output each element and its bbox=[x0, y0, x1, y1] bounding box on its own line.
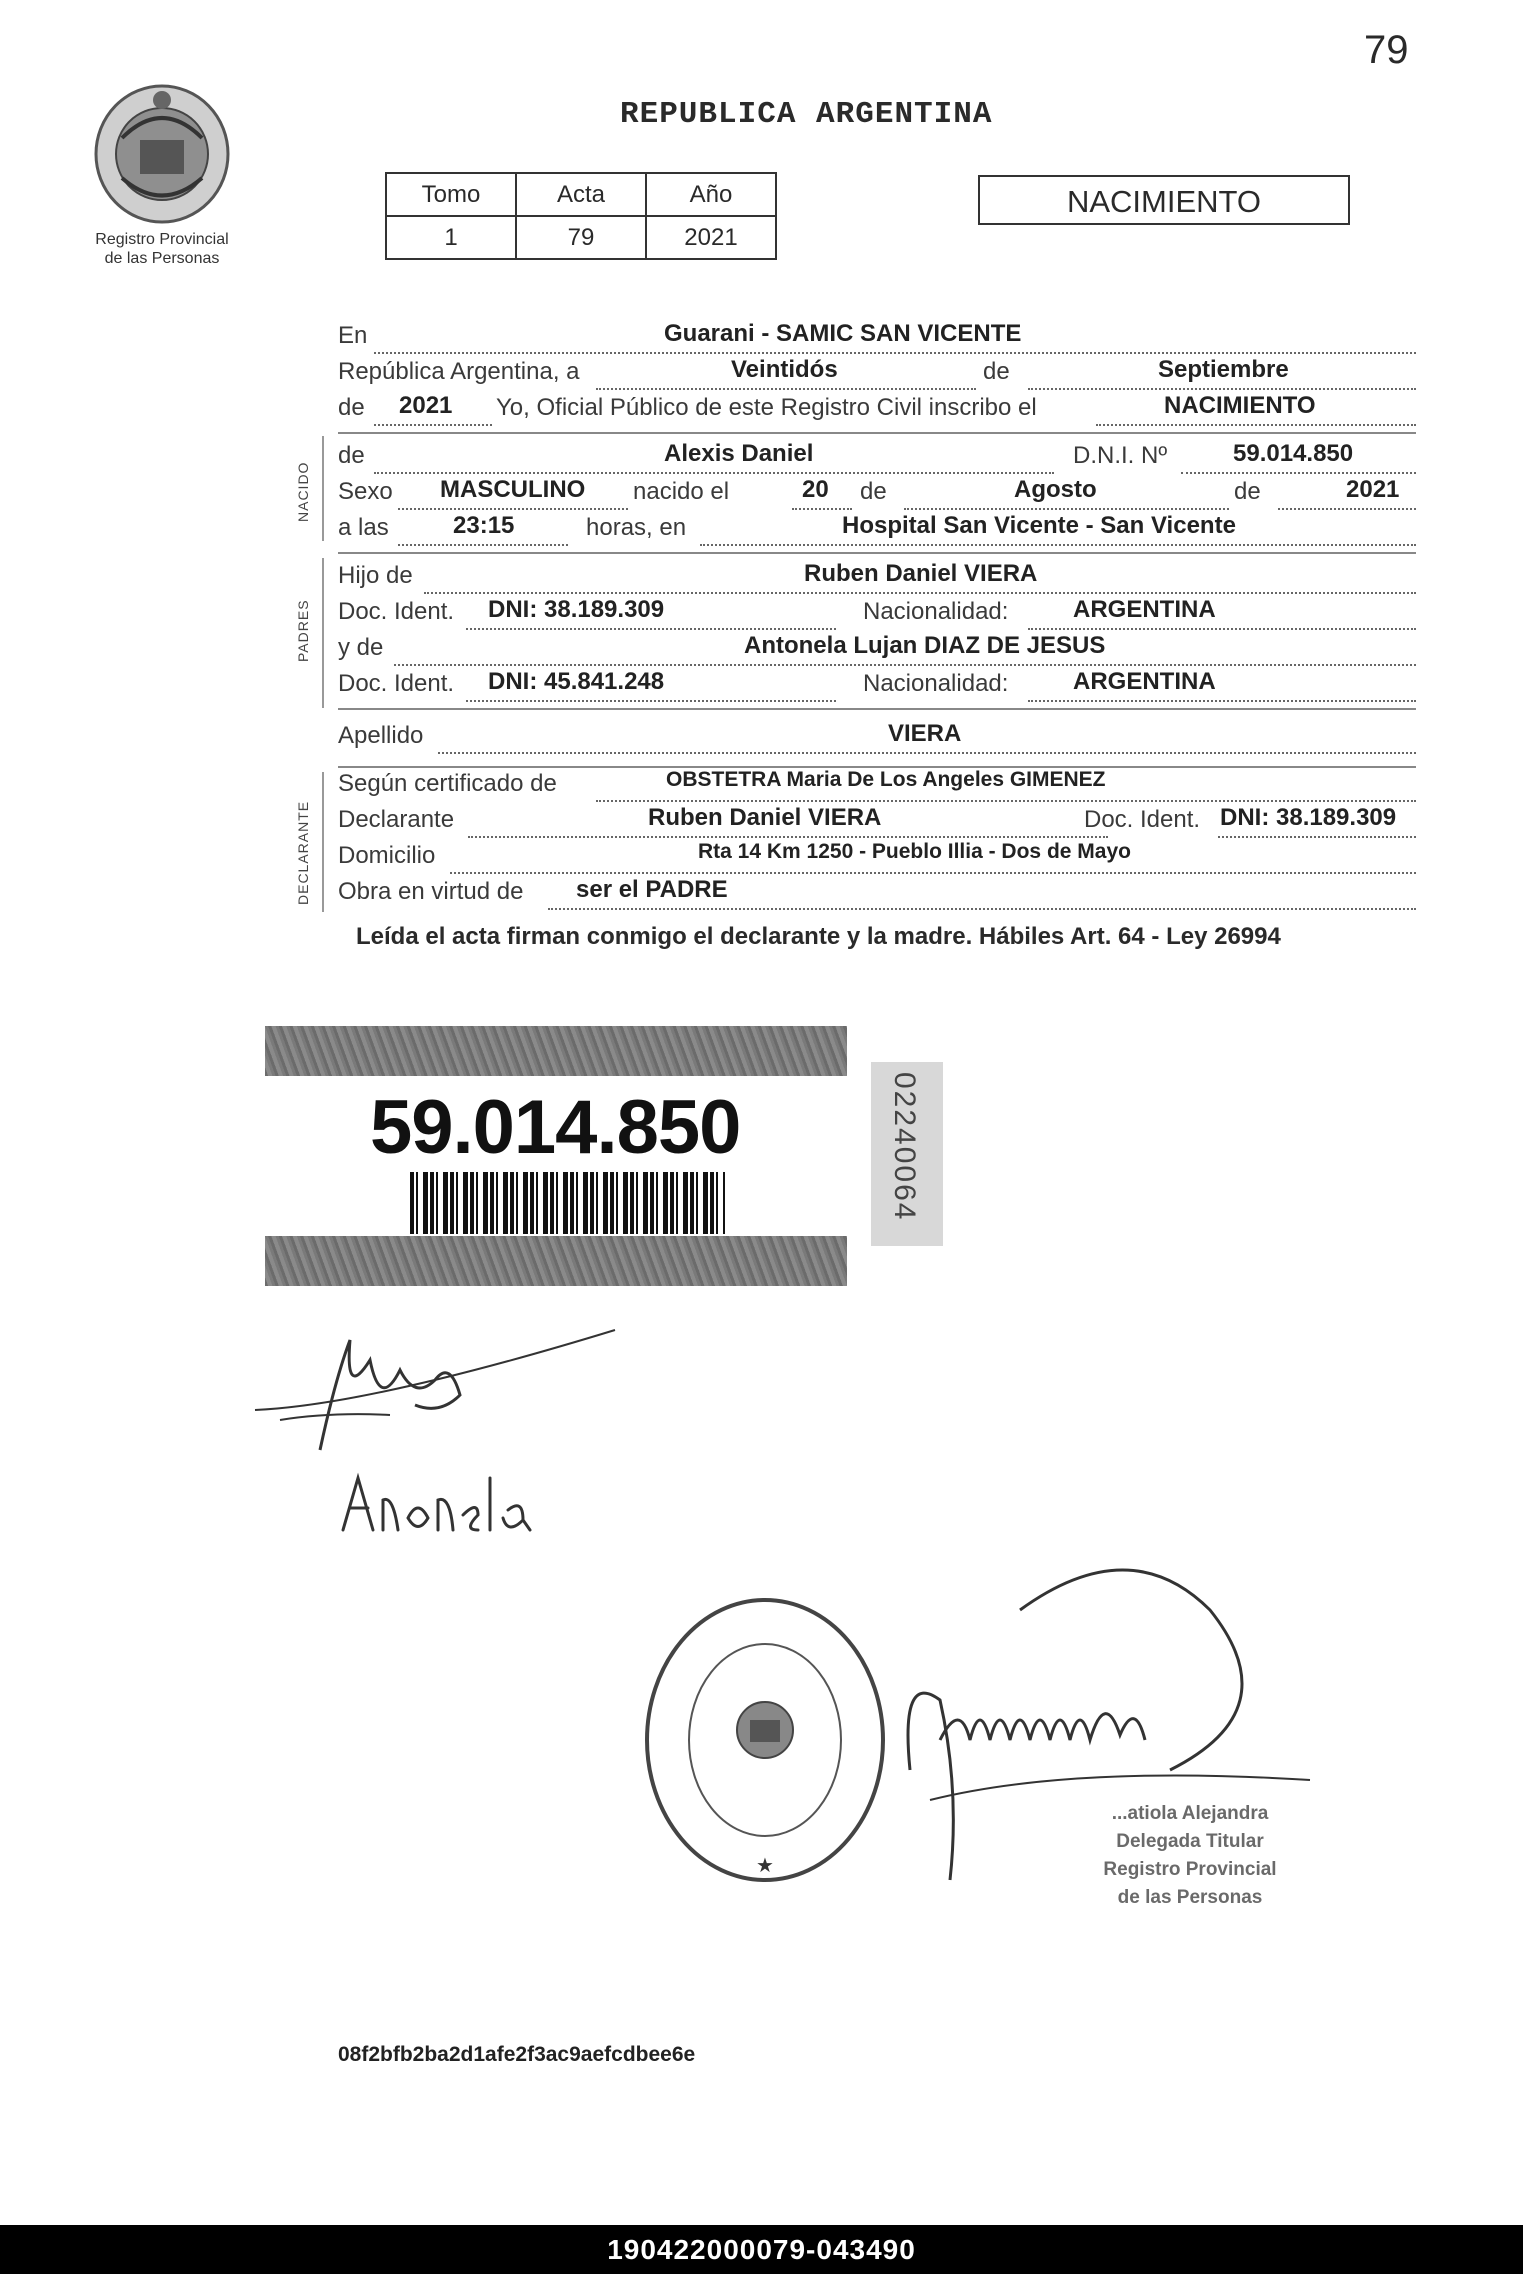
sticker-band-top bbox=[265, 1026, 847, 1076]
declarante-rule bbox=[322, 772, 324, 912]
label-doc-ident-2: Doc. Ident. bbox=[338, 670, 455, 697]
label-declarante: Declarante bbox=[338, 806, 455, 833]
value-declarante-doc: DNI: 38.189.309 bbox=[1220, 804, 1397, 831]
signatory-name: ...atiola Alejandra bbox=[1111, 1803, 1269, 1824]
label-de-anio: de bbox=[1234, 478, 1261, 505]
fill-madre-nac bbox=[1028, 670, 1416, 702]
value-lugar: Guarani - SAMIC SAN VICENTE bbox=[664, 320, 1022, 347]
label-republica: República Argentina, a bbox=[338, 358, 580, 385]
caption-line-1: Registro Provincial bbox=[95, 231, 229, 248]
section-label-nacido: NACIDO bbox=[295, 461, 311, 522]
nacido-rule bbox=[322, 436, 324, 541]
tomo-value: 1 bbox=[386, 216, 516, 259]
value-mes-registro: Septiembre bbox=[1158, 356, 1289, 383]
official-seal bbox=[640, 1590, 890, 1890]
closing-text: Leída el acta firman conmigo el declarante y la madre. Hábiles Art. 64 - Ley 26994 bbox=[356, 923, 1281, 950]
line-nombre bbox=[338, 442, 1416, 476]
value-padre: Ruben Daniel VIERA bbox=[804, 560, 1038, 587]
fill-anio-nac bbox=[1278, 478, 1416, 510]
serial-number: 02240064 bbox=[888, 1072, 921, 1222]
label-sexo: Sexo bbox=[338, 478, 393, 505]
barcode bbox=[410, 1172, 725, 1234]
divider-nacido-top bbox=[338, 432, 1416, 434]
label-doc-ident-3: Doc. Ident. bbox=[1084, 806, 1201, 833]
value-anio-nac: 2021 bbox=[1346, 476, 1400, 503]
serial-stamp bbox=[871, 1062, 943, 1246]
line-madre bbox=[338, 634, 1416, 668]
value-anio-registro: 2021 bbox=[399, 392, 453, 419]
fill-padre bbox=[424, 562, 1416, 594]
fill-obra bbox=[548, 878, 1416, 910]
signatory-office-2: de las Personas bbox=[1117, 1887, 1263, 1908]
value-dia-nac: 20 bbox=[802, 476, 829, 503]
fill-dia-registro bbox=[596, 358, 976, 390]
label-de-nombre: de bbox=[338, 442, 365, 469]
section-label-padres: PADRES bbox=[295, 599, 311, 662]
fill-domicilio bbox=[450, 842, 1416, 874]
value-dni: 59.014.850 bbox=[1233, 440, 1354, 467]
handwritten-name-antonela bbox=[338, 1470, 548, 1540]
anio-value: 2021 bbox=[646, 216, 776, 259]
value-madre: Antonela Lujan DIAZ DE JESUS bbox=[744, 632, 1106, 659]
value-domicilio: Rta 14 Km 1250 - Pueblo Illia - Dos de Mayo bbox=[698, 840, 1131, 863]
divider-padres-top bbox=[338, 552, 1416, 554]
line-padre-doc bbox=[338, 598, 1416, 632]
label-y-de: y de bbox=[338, 634, 384, 661]
anio-header: Año bbox=[646, 173, 776, 216]
fill-sexo bbox=[398, 478, 628, 510]
value-obra: ser el PADRE bbox=[576, 876, 728, 903]
padres-rule bbox=[322, 558, 324, 708]
fill-padre-nac bbox=[1028, 598, 1416, 630]
label-de: de bbox=[983, 358, 1010, 385]
page-number: 79 bbox=[1364, 28, 1409, 72]
value-dia-registro: Veintidós bbox=[731, 356, 838, 383]
line-fecha-registro bbox=[338, 358, 1416, 392]
fill-padre-doc bbox=[466, 598, 836, 630]
line-madre-doc bbox=[338, 670, 1416, 704]
id-number-sticker bbox=[265, 1026, 847, 1276]
line-declarante bbox=[338, 806, 1416, 840]
fill-hora bbox=[398, 514, 568, 546]
declarant-signature bbox=[250, 1320, 630, 1470]
fill-lugar-nac bbox=[700, 514, 1416, 546]
value-declarante: Ruben Daniel VIERA bbox=[648, 804, 882, 831]
fill-inscribe bbox=[1096, 394, 1416, 426]
line-domicilio bbox=[338, 842, 1416, 876]
fill-mes-nac bbox=[904, 478, 1229, 510]
label-obra: Obra en virtud de bbox=[338, 878, 524, 905]
fill-apellido bbox=[438, 722, 1416, 754]
line-lugar bbox=[338, 322, 1416, 356]
value-madre-nac: ARGENTINA bbox=[1073, 668, 1216, 695]
value-padre-doc: DNI: 38.189.309 bbox=[488, 596, 665, 623]
svg-text:★: ★ bbox=[756, 1855, 774, 1877]
label-domicilio: Domicilio bbox=[338, 842, 436, 869]
line-apellido bbox=[338, 722, 1416, 756]
label-nacionalidad: Nacionalidad: bbox=[863, 598, 1009, 625]
value-padre-nac: ARGENTINA bbox=[1073, 596, 1216, 623]
label-horas: horas, en bbox=[586, 514, 687, 541]
value-mes-nac: Agosto bbox=[1014, 476, 1097, 503]
label-de-2: de bbox=[338, 394, 365, 421]
signatory-role: Delegada Titular bbox=[1116, 1831, 1264, 1852]
sticker-band-bottom bbox=[265, 1236, 847, 1286]
fill-madre bbox=[394, 634, 1416, 666]
line-obra bbox=[338, 878, 1416, 912]
value-nombre: Alexis Daniel bbox=[664, 440, 814, 467]
label-de-mes: de bbox=[860, 478, 887, 505]
fill-anio-registro bbox=[374, 394, 492, 426]
caption-line-2: de las Personas bbox=[104, 250, 220, 267]
fill-dia-nac bbox=[792, 478, 852, 510]
reference-value-row bbox=[386, 216, 776, 259]
fill-madre-doc bbox=[466, 670, 836, 702]
footer-id-bar: 190422000079-043490 bbox=[0, 2225, 1523, 2274]
label-yo: Yo, Oficial Público de este Registro Civil inscribo el bbox=[496, 394, 1037, 421]
label-hijo-de: Hijo de bbox=[338, 562, 413, 589]
acta-value: 79 bbox=[516, 216, 646, 259]
sticker-id-number: 59.014.850 bbox=[370, 1085, 741, 1170]
fill-certificado bbox=[596, 770, 1416, 802]
signatory-caption bbox=[1030, 1800, 1350, 1912]
reference-header-row bbox=[386, 173, 776, 216]
label-en: En bbox=[338, 322, 368, 349]
value-certificado: OBSTETRA Maria De Los Angeles GIMENEZ bbox=[666, 768, 1106, 791]
label-nacionalidad-2: Nacionalidad: bbox=[863, 670, 1009, 697]
fill-declarante bbox=[468, 806, 1108, 838]
line-anio-registro bbox=[338, 394, 1416, 428]
fill-nombre bbox=[374, 442, 1054, 474]
line-sexo bbox=[338, 478, 1416, 512]
tomo-header: Tomo bbox=[386, 173, 516, 216]
fill-dni bbox=[1181, 442, 1416, 474]
line-padre bbox=[338, 562, 1416, 596]
value-sexo: MASCULINO bbox=[440, 476, 586, 503]
label-a-las: a las bbox=[338, 514, 389, 541]
signatory-office: Registro Provincial bbox=[1103, 1859, 1277, 1880]
acta-header: Acta bbox=[516, 173, 646, 216]
value-inscribe: NACIMIENTO bbox=[1164, 392, 1316, 419]
label-doc-ident: Doc. Ident. bbox=[338, 598, 455, 625]
reference-table bbox=[385, 172, 777, 260]
label-nacido: nacido el bbox=[633, 478, 730, 505]
record-type-box: NACIMIENTO bbox=[978, 175, 1350, 225]
fill-declarante-doc bbox=[1218, 806, 1416, 838]
fill-mes-registro bbox=[1028, 358, 1416, 390]
registry-caption bbox=[72, 230, 252, 268]
document-title: REPUBLICA ARGENTINA bbox=[620, 97, 993, 132]
label-dni: D.N.I. Nº bbox=[1073, 442, 1168, 469]
line-certificado bbox=[338, 770, 1416, 804]
value-lugar-nac: Hospital San Vicente - San Vicente bbox=[842, 512, 1236, 539]
document-hash: 08f2bfb2ba2d1afe2f3ac9aefcdbee6e bbox=[338, 2043, 696, 2066]
value-madre-doc: DNI: 45.841.248 bbox=[488, 668, 665, 695]
value-hora: 23:15 bbox=[453, 512, 515, 539]
divider-apellido-top bbox=[338, 708, 1416, 710]
value-apellido: VIERA bbox=[888, 720, 962, 747]
label-segun: Según certificado de bbox=[338, 770, 557, 797]
line-hora bbox=[338, 514, 1416, 548]
coat-of-arms-logo bbox=[82, 78, 242, 228]
fill-lugar bbox=[374, 322, 1416, 354]
section-label-declarante: DECLARANTE bbox=[295, 800, 311, 905]
label-apellido: Apellido bbox=[338, 722, 424, 749]
